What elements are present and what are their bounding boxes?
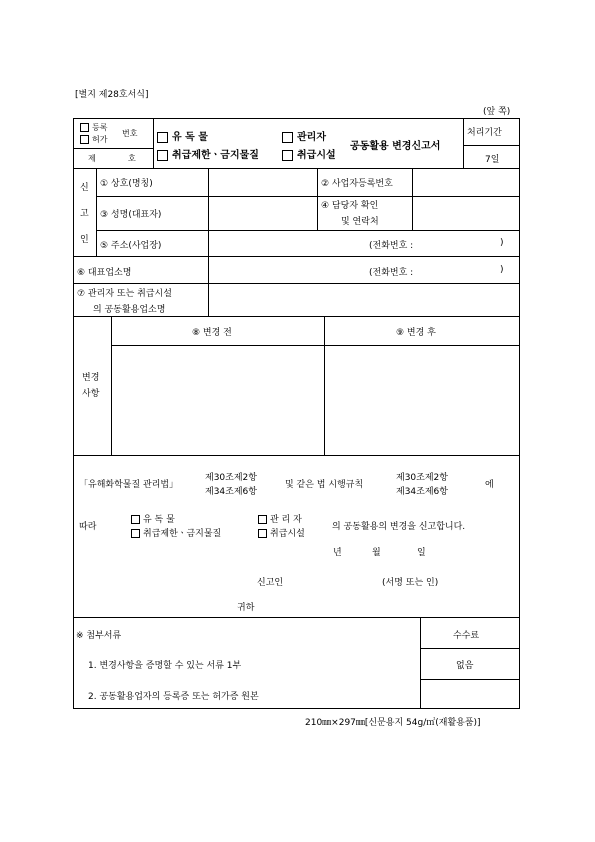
divider <box>463 145 520 146</box>
divider <box>317 168 318 230</box>
decl-option-facility[interactable]: 취급시설 <box>258 526 305 539</box>
divider <box>463 118 464 168</box>
divider <box>420 648 520 649</box>
applicant-label-1: 신 <box>80 183 89 193</box>
article-2: 제34조제6항 <box>205 487 257 497</box>
applicant-label-3: 인 <box>80 235 89 245</box>
rep-phone-label: (전화번호 : <box>369 268 414 278</box>
after-textarea[interactable] <box>325 346 519 454</box>
option-facility[interactable]: 취급시설 <box>282 146 336 161</box>
form-number: [별지 제28호서식] <box>75 90 149 100</box>
attachment-item-2: 2. 공동활용업자의 등록증 또는 허가증 원본 <box>88 692 259 702</box>
article-1: 제30조제2항 <box>205 473 257 483</box>
decl-option-toxic[interactable]: 유 독 물 <box>131 512 175 525</box>
phone-close: ) <box>500 238 504 248</box>
business-reg-no-input[interactable] <box>413 169 519 195</box>
rep-phone-close: ) <box>500 265 504 275</box>
checkbox-icon[interactable] <box>258 529 267 538</box>
field-business-reg-no: ② 사업자등록번호 <box>321 179 393 189</box>
divider <box>73 455 520 456</box>
decl-option-restricted[interactable]: 취급제한ㆍ금지물질 <box>131 526 221 539</box>
period-label: 처리기간 <box>467 128 502 138</box>
fee-value: 없음 <box>456 661 474 671</box>
joint-business-input[interactable] <box>209 284 519 315</box>
before-label: ⑧ 변경 전 <box>192 328 232 338</box>
number-label: 번호 <box>122 129 138 138</box>
checkbox-icon[interactable] <box>80 123 89 132</box>
option-manager[interactable]: 관리자 <box>282 128 326 143</box>
company-name-input[interactable] <box>209 169 316 195</box>
divider <box>96 168 97 256</box>
ho-label: 호 <box>128 154 136 163</box>
same-law-text: 및 같은 법 시행규칙 <box>285 480 364 490</box>
divider <box>73 617 520 618</box>
field-address: ⑤ 주소(사업장) <box>100 241 162 251</box>
law-name: 「유해화학물질 관리법」 <box>79 480 179 490</box>
applicant-label-2: 고 <box>80 209 89 219</box>
after-label: ⑨ 변경 후 <box>396 328 436 338</box>
article-3: 제30조제2항 <box>396 473 448 483</box>
declarant-name-input[interactable] <box>290 571 378 587</box>
checkbox-icon[interactable] <box>157 132 168 143</box>
divider <box>73 316 520 317</box>
field-contact-line1: ④ 담당자 확인 <box>321 201 379 211</box>
field-company-name: ① 상호(명칭) <box>100 179 153 189</box>
change-label-2: 사항 <box>82 389 100 399</box>
declarant-label: 신고인 <box>257 578 284 588</box>
field-joint-line1: ⑦ 관리자 또는 취급시설 <box>77 289 172 299</box>
checkbox-icon[interactable] <box>282 132 293 143</box>
option-toxic[interactable]: 유 독 물 <box>157 128 208 143</box>
year-label: 년 <box>333 548 342 558</box>
contact-input[interactable] <box>413 197 519 229</box>
register-option[interactable]: 등록 <box>80 122 107 133</box>
paper-spec: 210㎜×297㎜[신문용지 54g/㎡(재활용품)] <box>305 718 481 728</box>
rep-business-input[interactable] <box>209 257 519 282</box>
change-label-1: 변경 <box>82 373 100 383</box>
field-joint-line2: 의 공동활용업소명 <box>93 305 166 315</box>
month-label: 월 <box>372 548 381 558</box>
before-textarea[interactable] <box>112 346 323 454</box>
divider <box>73 148 153 149</box>
checkbox-icon[interactable] <box>282 150 293 161</box>
signature-label: (서명 또는 인) <box>382 578 439 588</box>
representative-input[interactable] <box>209 197 316 229</box>
divider <box>420 679 520 680</box>
fee-label: 수수료 <box>453 631 480 641</box>
addressee-label: 귀하 <box>237 603 255 613</box>
field-representative: ③ 성명(대표자) <box>100 210 162 220</box>
article-4: 제34조제6항 <box>396 487 448 497</box>
decl-option-manager[interactable]: 관 리 자 <box>258 512 302 525</box>
divider <box>153 118 154 168</box>
address-input[interactable] <box>209 231 519 255</box>
period-value: 7일 <box>485 155 500 165</box>
checkbox-icon[interactable] <box>80 135 89 144</box>
field-contact-line2: 및 연락처 <box>341 217 379 227</box>
declaration-statement: 의 공동활용의 변경을 신고합니다. <box>332 522 466 532</box>
page-side-label: (앞 쪽) <box>483 107 511 117</box>
attachment-item-1: 1. 변경사항을 증명할 수 있는 서류 1부 <box>88 661 242 671</box>
checkbox-icon[interactable] <box>258 515 267 524</box>
field-rep-business: ⑥ 대표업소명 <box>77 268 132 278</box>
e-text: 에 <box>485 480 494 490</box>
form-title: 공동활용 변경신고서 <box>350 141 441 152</box>
permit-option[interactable]: 허가 <box>80 134 107 145</box>
checkbox-icon[interactable] <box>131 515 140 524</box>
je-label: 제 <box>88 154 96 163</box>
checkbox-icon[interactable] <box>157 150 168 161</box>
ttara-text: 따라 <box>79 522 97 532</box>
phone-label: (전화번호 : <box>369 241 414 251</box>
day-label: 일 <box>417 548 426 558</box>
attachments-title: ※ 첨부서류 <box>76 631 122 641</box>
divider <box>420 617 421 709</box>
option-restricted[interactable]: 취급제한ㆍ금지물질 <box>157 146 259 161</box>
checkbox-icon[interactable] <box>131 529 140 538</box>
